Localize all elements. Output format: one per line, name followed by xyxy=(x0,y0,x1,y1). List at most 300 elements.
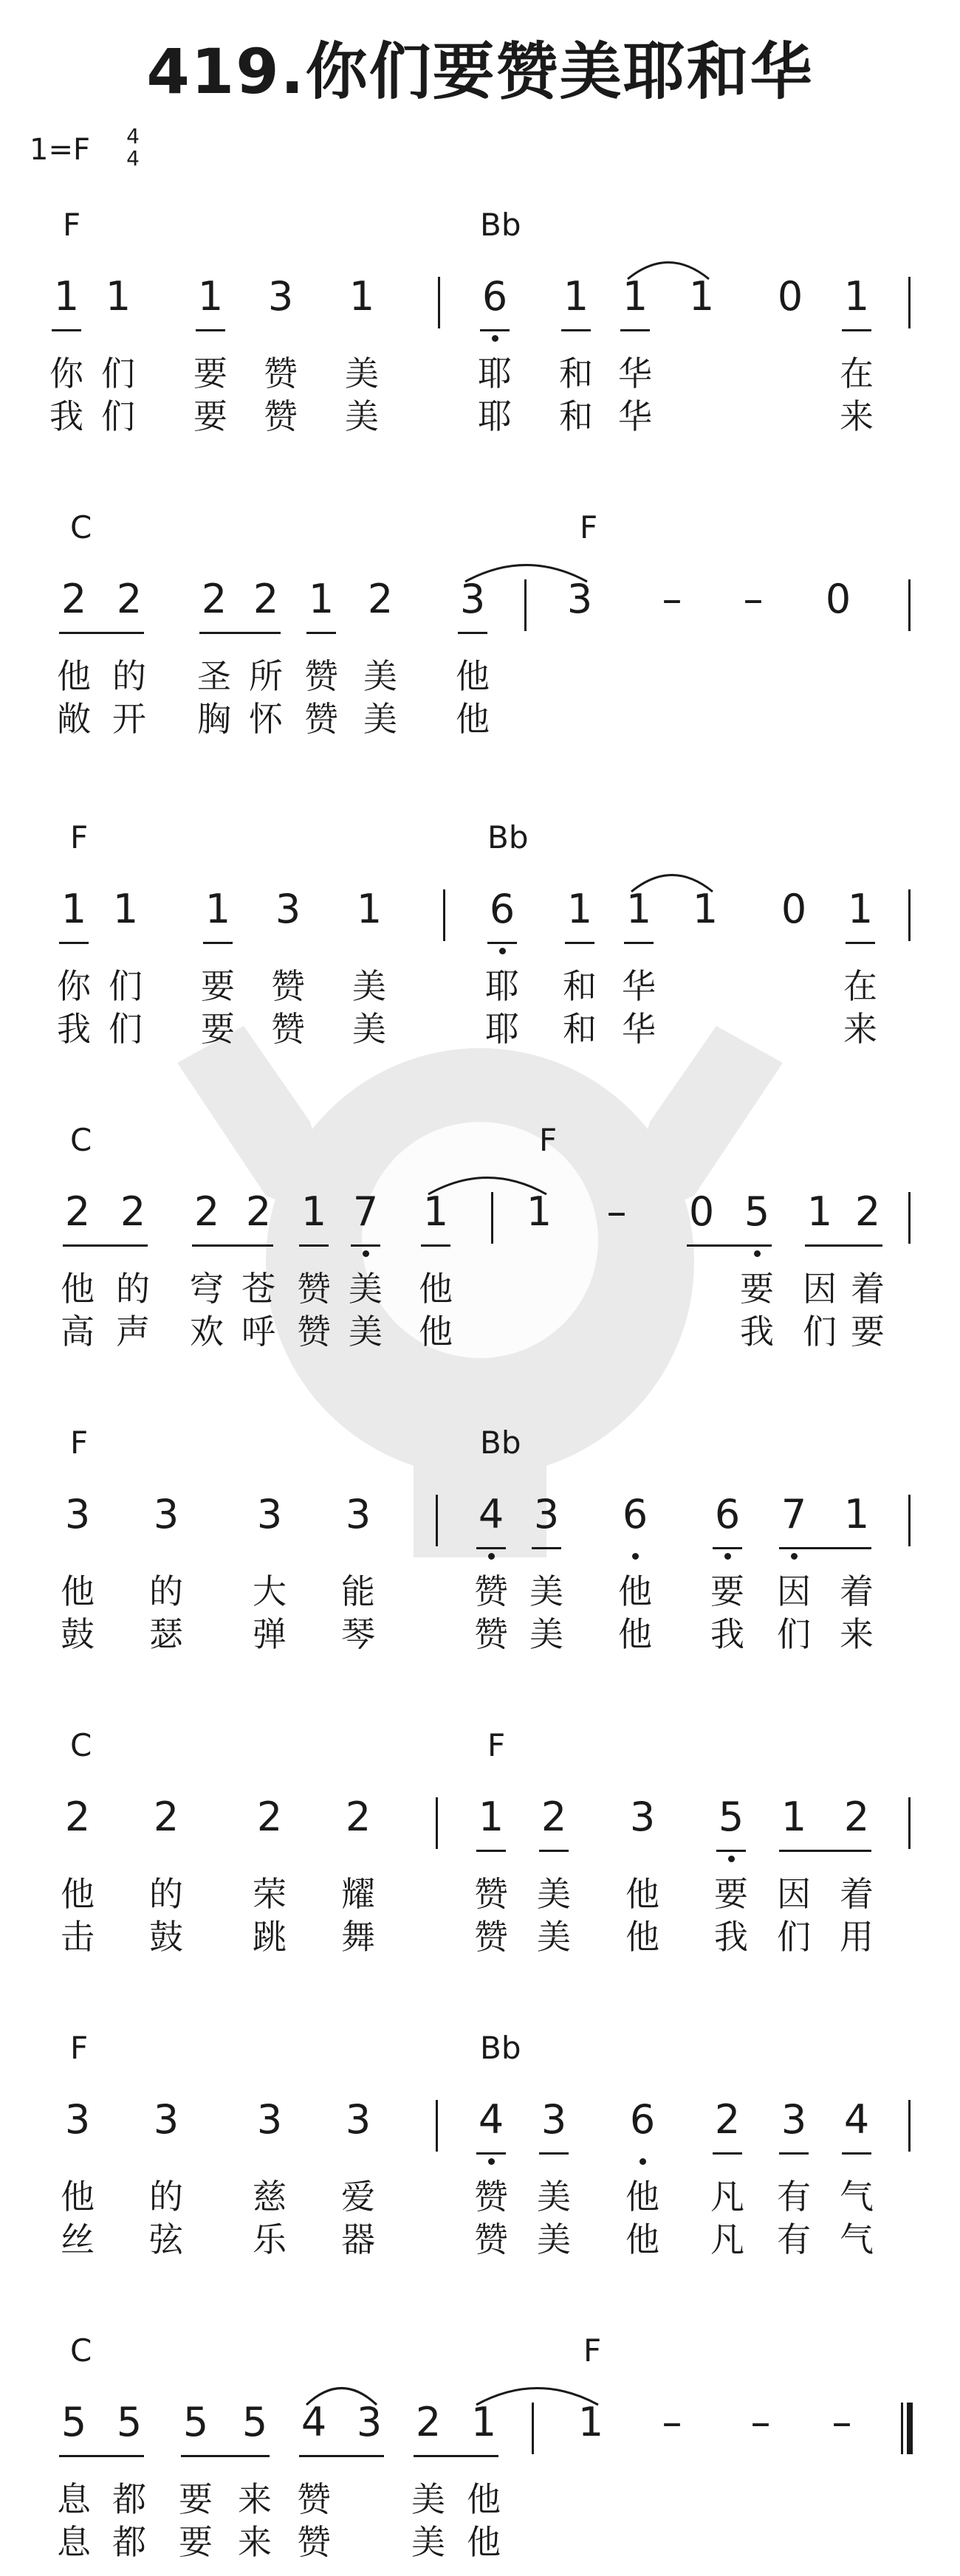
beam-underline xyxy=(805,1244,882,1247)
lyric-char: 要 xyxy=(201,1009,235,1049)
lyric-char: 圣 xyxy=(197,656,231,696)
lyric-char: 开 xyxy=(112,699,146,739)
note: 3 xyxy=(345,2096,371,2143)
lyric-char: 和 xyxy=(559,396,593,436)
note: 5 xyxy=(61,2399,87,2445)
note: 1 xyxy=(205,886,231,932)
bar-line xyxy=(532,2403,534,2454)
note: 5 xyxy=(116,2399,143,2445)
lyric-char: 赞 xyxy=(474,1571,508,1611)
note: 1 xyxy=(566,886,593,932)
note: 2 xyxy=(120,1188,146,1235)
note: 2 xyxy=(116,576,143,622)
note: 2 xyxy=(345,1794,371,1840)
lyric-char: 的 xyxy=(116,1269,150,1309)
lyric-char: 要 xyxy=(710,1571,744,1611)
lyric-char: 耶 xyxy=(485,966,519,1006)
lyric-char: 赞 xyxy=(474,1917,508,1957)
bar-line xyxy=(908,2100,911,2152)
beam-underline xyxy=(779,1850,871,1852)
lyric-char: 美 xyxy=(529,1571,563,1611)
note: 6 xyxy=(481,273,508,320)
chord-symbol: F xyxy=(580,509,598,545)
lyric-char: 凡 xyxy=(710,2177,744,2217)
lyric-char: 着 xyxy=(840,1571,874,1611)
lyric-char: 用 xyxy=(840,1917,874,1957)
bar-line xyxy=(491,1192,493,1244)
chord-symbol: F xyxy=(70,2030,89,2066)
lyric-char: 赞 xyxy=(264,354,298,393)
note: 2 xyxy=(61,576,87,622)
note: 4 xyxy=(301,2399,327,2445)
beam-underline xyxy=(539,1850,569,1852)
lyric-char: 来 xyxy=(843,1009,877,1049)
beam-underline xyxy=(63,1244,148,1247)
beam-underline xyxy=(203,942,233,944)
note: 3 xyxy=(459,576,486,622)
lyric-char: 他 xyxy=(467,2522,501,2562)
beam-underline xyxy=(620,329,650,331)
note: 1 xyxy=(422,1188,449,1235)
lyric-char: 都 xyxy=(112,2479,146,2519)
beam-underline xyxy=(52,329,81,331)
chord-symbol: F xyxy=(63,207,81,243)
beam-underline xyxy=(59,2455,144,2457)
lyric-char: 耶 xyxy=(478,354,512,393)
lyric-char: 美 xyxy=(345,396,379,436)
lyric-char: 赞 xyxy=(474,1874,508,1914)
note: 2 xyxy=(64,1794,91,1840)
lyric-char: 苍 xyxy=(241,1269,275,1309)
lyric-char: 来 xyxy=(238,2479,272,2519)
octave-dot xyxy=(791,1553,798,1560)
note: 3 xyxy=(356,2399,383,2445)
lyric-char: 因 xyxy=(803,1269,837,1309)
chord-symbol: Bb xyxy=(480,207,521,243)
note: 2 xyxy=(367,576,394,622)
bar-line xyxy=(438,277,440,328)
note: 1 xyxy=(843,273,870,320)
note: 3 xyxy=(153,2096,179,2143)
lyric-char: 美 xyxy=(411,2479,445,2519)
lyric-char: 们 xyxy=(803,1312,837,1351)
note: 1 xyxy=(470,2399,497,2445)
lyric-char: 舞 xyxy=(341,1917,375,1957)
lyric-char: 他 xyxy=(61,1571,95,1611)
note: 2 xyxy=(541,1794,567,1840)
beam-underline xyxy=(59,942,89,944)
note: 3 xyxy=(153,1491,179,1537)
lyric-char: 他 xyxy=(57,656,91,696)
beam-underline xyxy=(687,1244,772,1247)
beam-underline xyxy=(716,1850,746,1852)
lyric-char: 他 xyxy=(625,2177,659,2217)
lyric-char: 慈 xyxy=(253,2177,287,2217)
lyric-char: 他 xyxy=(467,2479,501,2519)
lyric-char: 来 xyxy=(840,396,874,436)
bar-line xyxy=(524,579,527,631)
lyric-char: 赞 xyxy=(297,1269,331,1309)
lyric-char: 赞 xyxy=(474,1614,508,1654)
lyric-char: 美 xyxy=(363,699,397,739)
time-signature-top: 4 xyxy=(126,124,140,148)
note: 7 xyxy=(352,1188,379,1235)
lyric-char: 们 xyxy=(109,966,143,1006)
beam-underline xyxy=(779,1547,871,1549)
lyric-char: 耶 xyxy=(485,1009,519,1049)
note: 1 xyxy=(61,886,87,932)
note: 1 xyxy=(356,886,383,932)
lyric-char: 声 xyxy=(116,1312,150,1351)
note: 2 xyxy=(201,576,227,622)
octave-dot xyxy=(488,1553,495,1560)
note: 1 xyxy=(105,273,131,320)
beam-underline xyxy=(196,329,225,331)
note: 4 xyxy=(478,2096,504,2143)
beam-underline xyxy=(192,1244,273,1247)
octave-dot xyxy=(499,948,506,954)
note: 2 xyxy=(253,576,279,622)
note: 4 xyxy=(843,2096,870,2143)
beam-underline xyxy=(539,2152,569,2155)
lyric-char: 美 xyxy=(537,1874,571,1914)
note: 6 xyxy=(489,886,515,932)
lyric-char: 要 xyxy=(740,1269,774,1309)
lyric-char: 他 xyxy=(61,1269,95,1309)
lyric-char: 鼓 xyxy=(61,1614,95,1654)
lyric-char: 怀 xyxy=(249,699,283,739)
note: 1 xyxy=(692,886,719,932)
beam-underline xyxy=(842,2152,871,2155)
lyric-char: 赞 xyxy=(271,966,305,1006)
lyric-char: 气 xyxy=(840,2219,874,2259)
note: 1 xyxy=(197,273,224,320)
beam-underline xyxy=(480,329,510,331)
lyric-char: 他 xyxy=(419,1269,453,1309)
note: 1 xyxy=(53,273,80,320)
note: 6 xyxy=(714,1491,741,1537)
lyric-char: 要 xyxy=(714,1874,748,1914)
note: 1 xyxy=(622,273,648,320)
bar-line xyxy=(908,1495,911,1546)
lyric-char: 凡 xyxy=(710,2219,744,2259)
note: 3 xyxy=(267,273,294,320)
octave-dot xyxy=(724,1553,731,1560)
lyric-char: 赞 xyxy=(297,2479,331,2519)
lyric-char: 他 xyxy=(618,1614,652,1654)
beam-underline xyxy=(624,942,654,944)
lyric-char: 乐 xyxy=(253,2219,287,2259)
lyric-char: 他 xyxy=(618,1571,652,1611)
note: – xyxy=(832,2399,852,2445)
lyric-char: 要 xyxy=(179,2479,213,2519)
lyric-char: 赞 xyxy=(271,1009,305,1049)
note: 4 xyxy=(478,1491,504,1537)
lyric-char: 穹 xyxy=(190,1269,224,1309)
octave-dot xyxy=(754,1250,761,1257)
note: 1 xyxy=(349,273,375,320)
note: 0 xyxy=(777,273,803,320)
note: 2 xyxy=(714,2096,741,2143)
lyric-char: 们 xyxy=(101,396,135,436)
lyric-char: 赞 xyxy=(304,699,338,739)
lyric-char: 赞 xyxy=(264,396,298,436)
note: 2 xyxy=(245,1188,272,1235)
chord-symbol: C xyxy=(70,2332,92,2369)
note: 0 xyxy=(781,886,807,932)
lyric-char: 他 xyxy=(625,2219,659,2259)
lyric-char: 来 xyxy=(238,2522,272,2562)
lyric-char: 他 xyxy=(419,1312,453,1351)
lyric-char: 跳 xyxy=(253,1917,287,1957)
note: 2 xyxy=(843,1794,870,1840)
bar-line xyxy=(908,889,911,941)
chord-symbol: F xyxy=(539,1122,558,1158)
chord-symbol: Bb xyxy=(480,1425,521,1461)
beam-underline xyxy=(299,2455,384,2457)
lyric-char: 他 xyxy=(456,656,490,696)
octave-dot xyxy=(363,1250,369,1257)
beam-underline xyxy=(779,2152,809,2155)
lyric-char: 欢 xyxy=(190,1312,224,1351)
lyric-char: 因 xyxy=(777,1874,811,1914)
note: 1 xyxy=(577,2399,604,2445)
note: – xyxy=(662,2399,682,2445)
note: – xyxy=(606,1188,627,1235)
note: 1 xyxy=(563,273,589,320)
lyric-char: 的 xyxy=(149,1571,183,1611)
note: 2 xyxy=(153,1794,179,1840)
lyric-char: 华 xyxy=(618,354,652,393)
lyric-char: 美 xyxy=(537,2219,571,2259)
beam-underline xyxy=(476,1547,506,1549)
beam-underline xyxy=(59,632,144,634)
note: 1 xyxy=(478,1794,504,1840)
lyric-char: 华 xyxy=(622,1009,656,1049)
chord-symbol: C xyxy=(70,1122,92,1158)
note: 3 xyxy=(345,1491,371,1537)
lyric-char: 和 xyxy=(559,354,593,393)
chord-symbol: F xyxy=(70,819,89,855)
note: 3 xyxy=(566,576,593,622)
chord-symbol: F xyxy=(583,2332,602,2369)
lyric-char: 他 xyxy=(625,1917,659,1957)
bar-line xyxy=(908,1192,911,1244)
note: 5 xyxy=(241,2399,268,2445)
lyric-char: 息 xyxy=(57,2522,91,2562)
bar-line xyxy=(901,2403,903,2454)
note: 1 xyxy=(301,1188,327,1235)
bar-line xyxy=(907,2403,913,2454)
lyric-char: 赞 xyxy=(474,2219,508,2259)
lyric-char: 美 xyxy=(537,1917,571,1957)
note: 1 xyxy=(526,1188,552,1235)
lyric-char: 们 xyxy=(109,1009,143,1049)
note: – xyxy=(750,2399,771,2445)
note: 0 xyxy=(825,576,851,622)
lyric-char: 气 xyxy=(840,2177,874,2217)
lyric-char: 的 xyxy=(149,1874,183,1914)
lyric-char: 在 xyxy=(840,354,874,393)
bar-line xyxy=(908,1797,911,1849)
chord-symbol: F xyxy=(70,1425,89,1461)
lyric-char: 他 xyxy=(456,699,490,739)
beam-underline xyxy=(532,1547,561,1549)
lyric-char: 赞 xyxy=(304,656,338,696)
time-signature-bottom: 4 xyxy=(126,146,140,171)
lyric-char: 美 xyxy=(363,656,397,696)
note: – xyxy=(662,576,682,622)
lyric-char: 我 xyxy=(49,396,83,436)
note: 1 xyxy=(843,1491,870,1537)
note: 1 xyxy=(806,1188,833,1235)
note: 7 xyxy=(781,1491,807,1537)
lyric-char: 他 xyxy=(625,1874,659,1914)
lyric-char: 美 xyxy=(537,2177,571,2217)
note: – xyxy=(743,576,764,622)
chord-symbol: C xyxy=(70,1727,92,1763)
beam-underline xyxy=(842,329,871,331)
lyric-char: 大 xyxy=(253,1571,287,1611)
beam-underline xyxy=(306,632,336,634)
note: 3 xyxy=(256,1491,283,1537)
note: 3 xyxy=(533,1491,560,1537)
lyric-char: 来 xyxy=(840,1614,874,1654)
lyric-char: 赞 xyxy=(297,2522,331,2562)
note: 2 xyxy=(415,2399,442,2445)
lyric-char: 有 xyxy=(777,2177,811,2217)
note: 6 xyxy=(629,2096,656,2143)
octave-dot xyxy=(632,1553,639,1560)
lyric-char: 呼 xyxy=(241,1312,275,1351)
octave-dot xyxy=(488,2158,495,2165)
lyric-char: 着 xyxy=(840,1874,874,1914)
lyric-char: 器 xyxy=(341,2219,375,2259)
note: 1 xyxy=(625,886,652,932)
lyric-char: 弦 xyxy=(149,2219,183,2259)
lyric-char: 我 xyxy=(710,1614,744,1654)
lyric-char: 你 xyxy=(57,966,91,1006)
lyric-char: 美 xyxy=(349,1269,383,1309)
lyric-char: 所 xyxy=(249,656,283,696)
lyric-char: 华 xyxy=(618,396,652,436)
lyric-char: 赞 xyxy=(474,2177,508,2217)
note: 3 xyxy=(64,2096,91,2143)
beam-underline xyxy=(487,942,517,944)
lyric-char: 荣 xyxy=(253,1874,287,1914)
key-signature: 1=F xyxy=(30,133,90,167)
beam-underline xyxy=(846,942,875,944)
note: 3 xyxy=(275,886,301,932)
lyric-char: 琴 xyxy=(341,1614,375,1654)
lyric-char: 弹 xyxy=(253,1614,287,1654)
beam-underline xyxy=(181,2455,270,2457)
lyric-char: 我 xyxy=(740,1312,774,1351)
note: 3 xyxy=(629,1794,656,1840)
lyric-char: 要 xyxy=(851,1312,885,1351)
octave-dot xyxy=(728,1856,735,1862)
lyric-char: 耶 xyxy=(478,396,512,436)
lyric-char: 我 xyxy=(714,1917,748,1957)
lyric-char: 有 xyxy=(777,2219,811,2259)
lyric-char: 美 xyxy=(411,2522,445,2562)
lyric-char: 美 xyxy=(529,1614,563,1654)
lyric-char: 胸 xyxy=(197,699,231,739)
lyric-char: 息 xyxy=(57,2479,91,2519)
lyric-char: 要 xyxy=(193,396,227,436)
lyric-char: 能 xyxy=(341,1571,375,1611)
note: 5 xyxy=(744,1188,770,1235)
lyric-char: 耀 xyxy=(341,1874,375,1914)
lyric-char: 我 xyxy=(57,1009,91,1049)
octave-dot xyxy=(492,335,498,342)
beam-underline xyxy=(476,2152,506,2155)
beam-underline xyxy=(458,632,487,634)
note: 2 xyxy=(64,1188,91,1235)
lyric-char: 在 xyxy=(843,966,877,1006)
lyric-char: 美 xyxy=(352,1009,386,1049)
note: 1 xyxy=(308,576,335,622)
lyric-char: 丝 xyxy=(61,2219,95,2259)
bar-line xyxy=(436,1495,438,1546)
note: 1 xyxy=(847,886,874,932)
lyric-char: 你 xyxy=(49,354,83,393)
beam-underline xyxy=(199,632,281,634)
lyric-char: 和 xyxy=(563,1009,597,1049)
note: 0 xyxy=(688,1188,715,1235)
note: 5 xyxy=(718,1794,744,1840)
lyric-char: 们 xyxy=(777,1614,811,1654)
note: 2 xyxy=(854,1188,881,1235)
note: 3 xyxy=(64,1491,91,1537)
lyric-char: 美 xyxy=(345,354,379,393)
chord-symbol: Bb xyxy=(487,819,529,855)
lyric-char: 要 xyxy=(201,966,235,1006)
lyric-char: 和 xyxy=(563,966,597,1006)
beam-underline xyxy=(476,1850,506,1852)
lyric-char: 们 xyxy=(777,1917,811,1957)
beam-underline xyxy=(713,1547,742,1549)
lyric-char: 的 xyxy=(149,2177,183,2217)
note: 1 xyxy=(781,1794,807,1840)
lyric-char: 的 xyxy=(112,656,146,696)
note: 5 xyxy=(182,2399,209,2445)
lyric-char: 华 xyxy=(622,966,656,1006)
bar-line xyxy=(443,889,445,941)
lyric-char: 高 xyxy=(61,1312,95,1351)
bar-line xyxy=(436,1797,438,1849)
note: 3 xyxy=(781,2096,807,2143)
note: 2 xyxy=(193,1188,220,1235)
lyric-char: 爱 xyxy=(341,2177,375,2217)
octave-dot xyxy=(640,2158,646,2165)
bar-line xyxy=(908,579,911,631)
beam-underline xyxy=(561,329,591,331)
note: 1 xyxy=(112,886,139,932)
lyric-char: 鼓 xyxy=(149,1917,183,1957)
lyric-char: 他 xyxy=(61,2177,95,2217)
page-title: 419.你们要赞美耶和华 xyxy=(146,35,814,108)
lyric-char: 击 xyxy=(61,1917,95,1957)
lyric-char: 美 xyxy=(352,966,386,1006)
lyric-char: 因 xyxy=(777,1571,811,1611)
beam-underline xyxy=(565,942,594,944)
lyric-char: 们 xyxy=(101,354,135,393)
beam-underline xyxy=(351,1244,380,1247)
beam-underline xyxy=(421,1244,450,1247)
bar-line xyxy=(436,2100,438,2152)
note: 3 xyxy=(541,2096,567,2143)
